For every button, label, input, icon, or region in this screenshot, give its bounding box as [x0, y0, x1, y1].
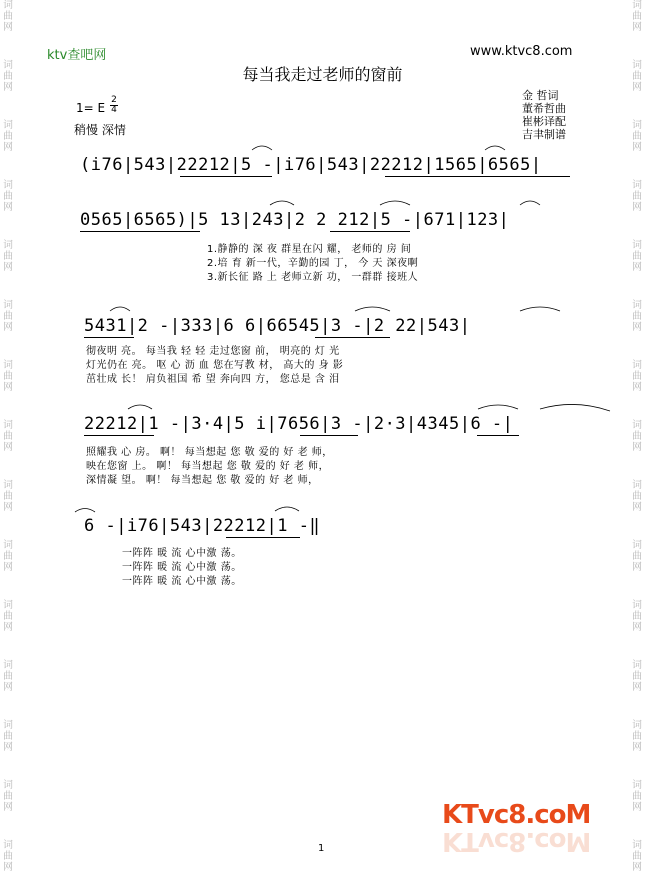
- lyric-line-3-verse-1: 彻夜明 亮。 每当我 轻 轻 走过您窗 前， 明亮的 灯 光: [86, 346, 340, 357]
- slur: [520, 201, 540, 205]
- underline: [180, 176, 272, 177]
- watermark-text: 词 曲 网: [3, 600, 13, 633]
- underline: [477, 435, 519, 436]
- watermark-text: 词 曲 网: [632, 780, 642, 813]
- site-logo-reflection: KTvc8.coM: [442, 826, 591, 856]
- watermark-text: 词 曲 网: [632, 840, 642, 873]
- lyric-line-5-verse-2: 一阵阵 暖 流 心中激 荡。: [122, 562, 242, 573]
- credit-composer: 董希哲曲: [522, 102, 566, 115]
- lyric-line-3-verse-3: 茁壮成 长！ 肩负祖国 希 望 奔向四 方， 您总是 含 泪: [86, 374, 340, 385]
- time-bottom: 4: [111, 105, 117, 115]
- score-line-1: (i76|543|22212|5 -|i76|543|22212|1565|6565|: [80, 155, 542, 175]
- watermark-text: 词 曲 网: [632, 660, 642, 693]
- slur: [252, 146, 272, 150]
- lyric-line-4-verse-1: 照耀我 心 房。 啊！ 每当想起 您 敬 爱的 好 老 师，: [86, 447, 333, 458]
- lyric-line-2-verse-1: 1.静静的 深 夜 群星在闪 耀， 老师的 房 间: [207, 244, 412, 255]
- watermark-text: 词 曲 网: [3, 180, 13, 213]
- time-top: 2: [111, 95, 117, 105]
- lyric-line-3-verse-2: 灯光仍在 亮。 呕 心 沥 血 您在写教 材， 高大的 身 影: [86, 360, 344, 371]
- watermark-text: 词 曲 网: [632, 240, 642, 273]
- score-line-4: 22212|1 -|3·4|5 i|7656|3 -|2·3|4345|6 -|: [84, 414, 514, 434]
- key-signature: 1= E: [76, 101, 106, 115]
- site-url-right[interactable]: www.ktvc8.com: [470, 44, 573, 59]
- site-label-left[interactable]: ktv查吧网: [47, 48, 107, 63]
- slur: [485, 146, 505, 150]
- watermark-text: 词 曲 网: [632, 420, 642, 453]
- underline: [385, 176, 570, 177]
- watermark-text: 词 曲 网: [3, 780, 13, 813]
- lyric-line-2-verse-3: 3.新长征 路 上 老师立新 功， 一群群 接班人: [207, 272, 419, 283]
- watermark-text: 词 曲 网: [632, 60, 642, 93]
- underline: [315, 337, 390, 338]
- underline: [226, 537, 300, 538]
- slur: [110, 307, 130, 311]
- watermark-text: 词 曲 网: [3, 720, 13, 753]
- credit-transcriber: 吉聿制谱: [522, 128, 566, 141]
- watermark-text: 词 曲 网: [3, 300, 13, 333]
- credit-lyricist: 金 哲词: [522, 89, 559, 102]
- slur: [275, 507, 299, 511]
- watermark-text: 词 曲 网: [3, 540, 13, 573]
- watermark-text: 词 曲 网: [3, 660, 13, 693]
- watermark-text: 词 曲 网: [632, 120, 642, 153]
- watermark-text: 词 曲 网: [632, 720, 642, 753]
- slur: [540, 404, 610, 411]
- page-number: 1: [318, 843, 325, 854]
- score-line-3: 5431|2 -|333|6 6|66545|3 -|2 22|543|: [84, 316, 471, 336]
- watermark-text: 词 曲 网: [632, 480, 642, 513]
- watermark-text: 词 曲 网: [632, 300, 642, 333]
- slur: [355, 307, 390, 311]
- underline: [330, 231, 410, 232]
- score-line-2: 0565|6565)|5 13|243|2 2 212|5 -|671|123|: [80, 210, 510, 230]
- slur: [128, 405, 152, 409]
- watermark-text: 词 曲 网: [632, 540, 642, 573]
- underline: [80, 231, 200, 232]
- underline: [84, 337, 134, 338]
- site-logo[interactable]: KTvc8.coM: [442, 800, 591, 830]
- slur: [270, 201, 294, 205]
- watermark-text: 词 曲 网: [632, 360, 642, 393]
- watermark-text: 词 曲 网: [3, 840, 13, 873]
- score-line-5: 6 -|i76|543|22212|1 -‖: [84, 516, 321, 536]
- watermark-text: 词 曲 网: [632, 180, 642, 213]
- lyric-line-2-verse-2: 2.培 育 新一代，辛勤的园 丁， 今 天 深夜啊: [207, 258, 419, 269]
- underline: [300, 435, 358, 436]
- slur: [520, 307, 560, 311]
- song-title: 每当我走过老师的窗前: [242, 65, 403, 84]
- watermark-text: 词 曲 网: [3, 420, 13, 453]
- watermark-text: 词 曲 网: [3, 60, 13, 93]
- credit-arranger: 崔彬译配: [522, 115, 566, 128]
- watermark-text: 词 曲 网: [3, 240, 13, 273]
- watermark-text: 词 曲 网: [3, 480, 13, 513]
- lyric-line-5-verse-1: 一阵阵 暖 流 心中激 荡。: [122, 548, 242, 559]
- watermark-text: 词 曲 网: [3, 120, 13, 153]
- lyric-line-4-verse-3: 深情凝 望。 啊！ 每当想起 您 敬 爱的 好 老 师，: [86, 475, 319, 486]
- watermark-text: 词 曲 网: [3, 360, 13, 393]
- watermark-text: 词 曲 网: [632, 0, 642, 33]
- time-signature: [110, 96, 118, 115]
- watermark-text: 词 曲 网: [3, 0, 13, 33]
- slur: [380, 201, 410, 205]
- underline: [84, 435, 154, 436]
- lyric-line-4-verse-2: 映在您窗 上。 啊！ 每当想起 您 敬 爱的 好 老 师，: [86, 461, 330, 472]
- watermark-text: 词 曲 网: [632, 600, 642, 633]
- slur: [478, 405, 518, 409]
- lyric-line-5-verse-3: 一阵阵 暖 流 心中激 荡。: [122, 576, 242, 587]
- slur: [75, 509, 95, 513]
- tempo-marking: 稍慢 深情: [74, 123, 126, 137]
